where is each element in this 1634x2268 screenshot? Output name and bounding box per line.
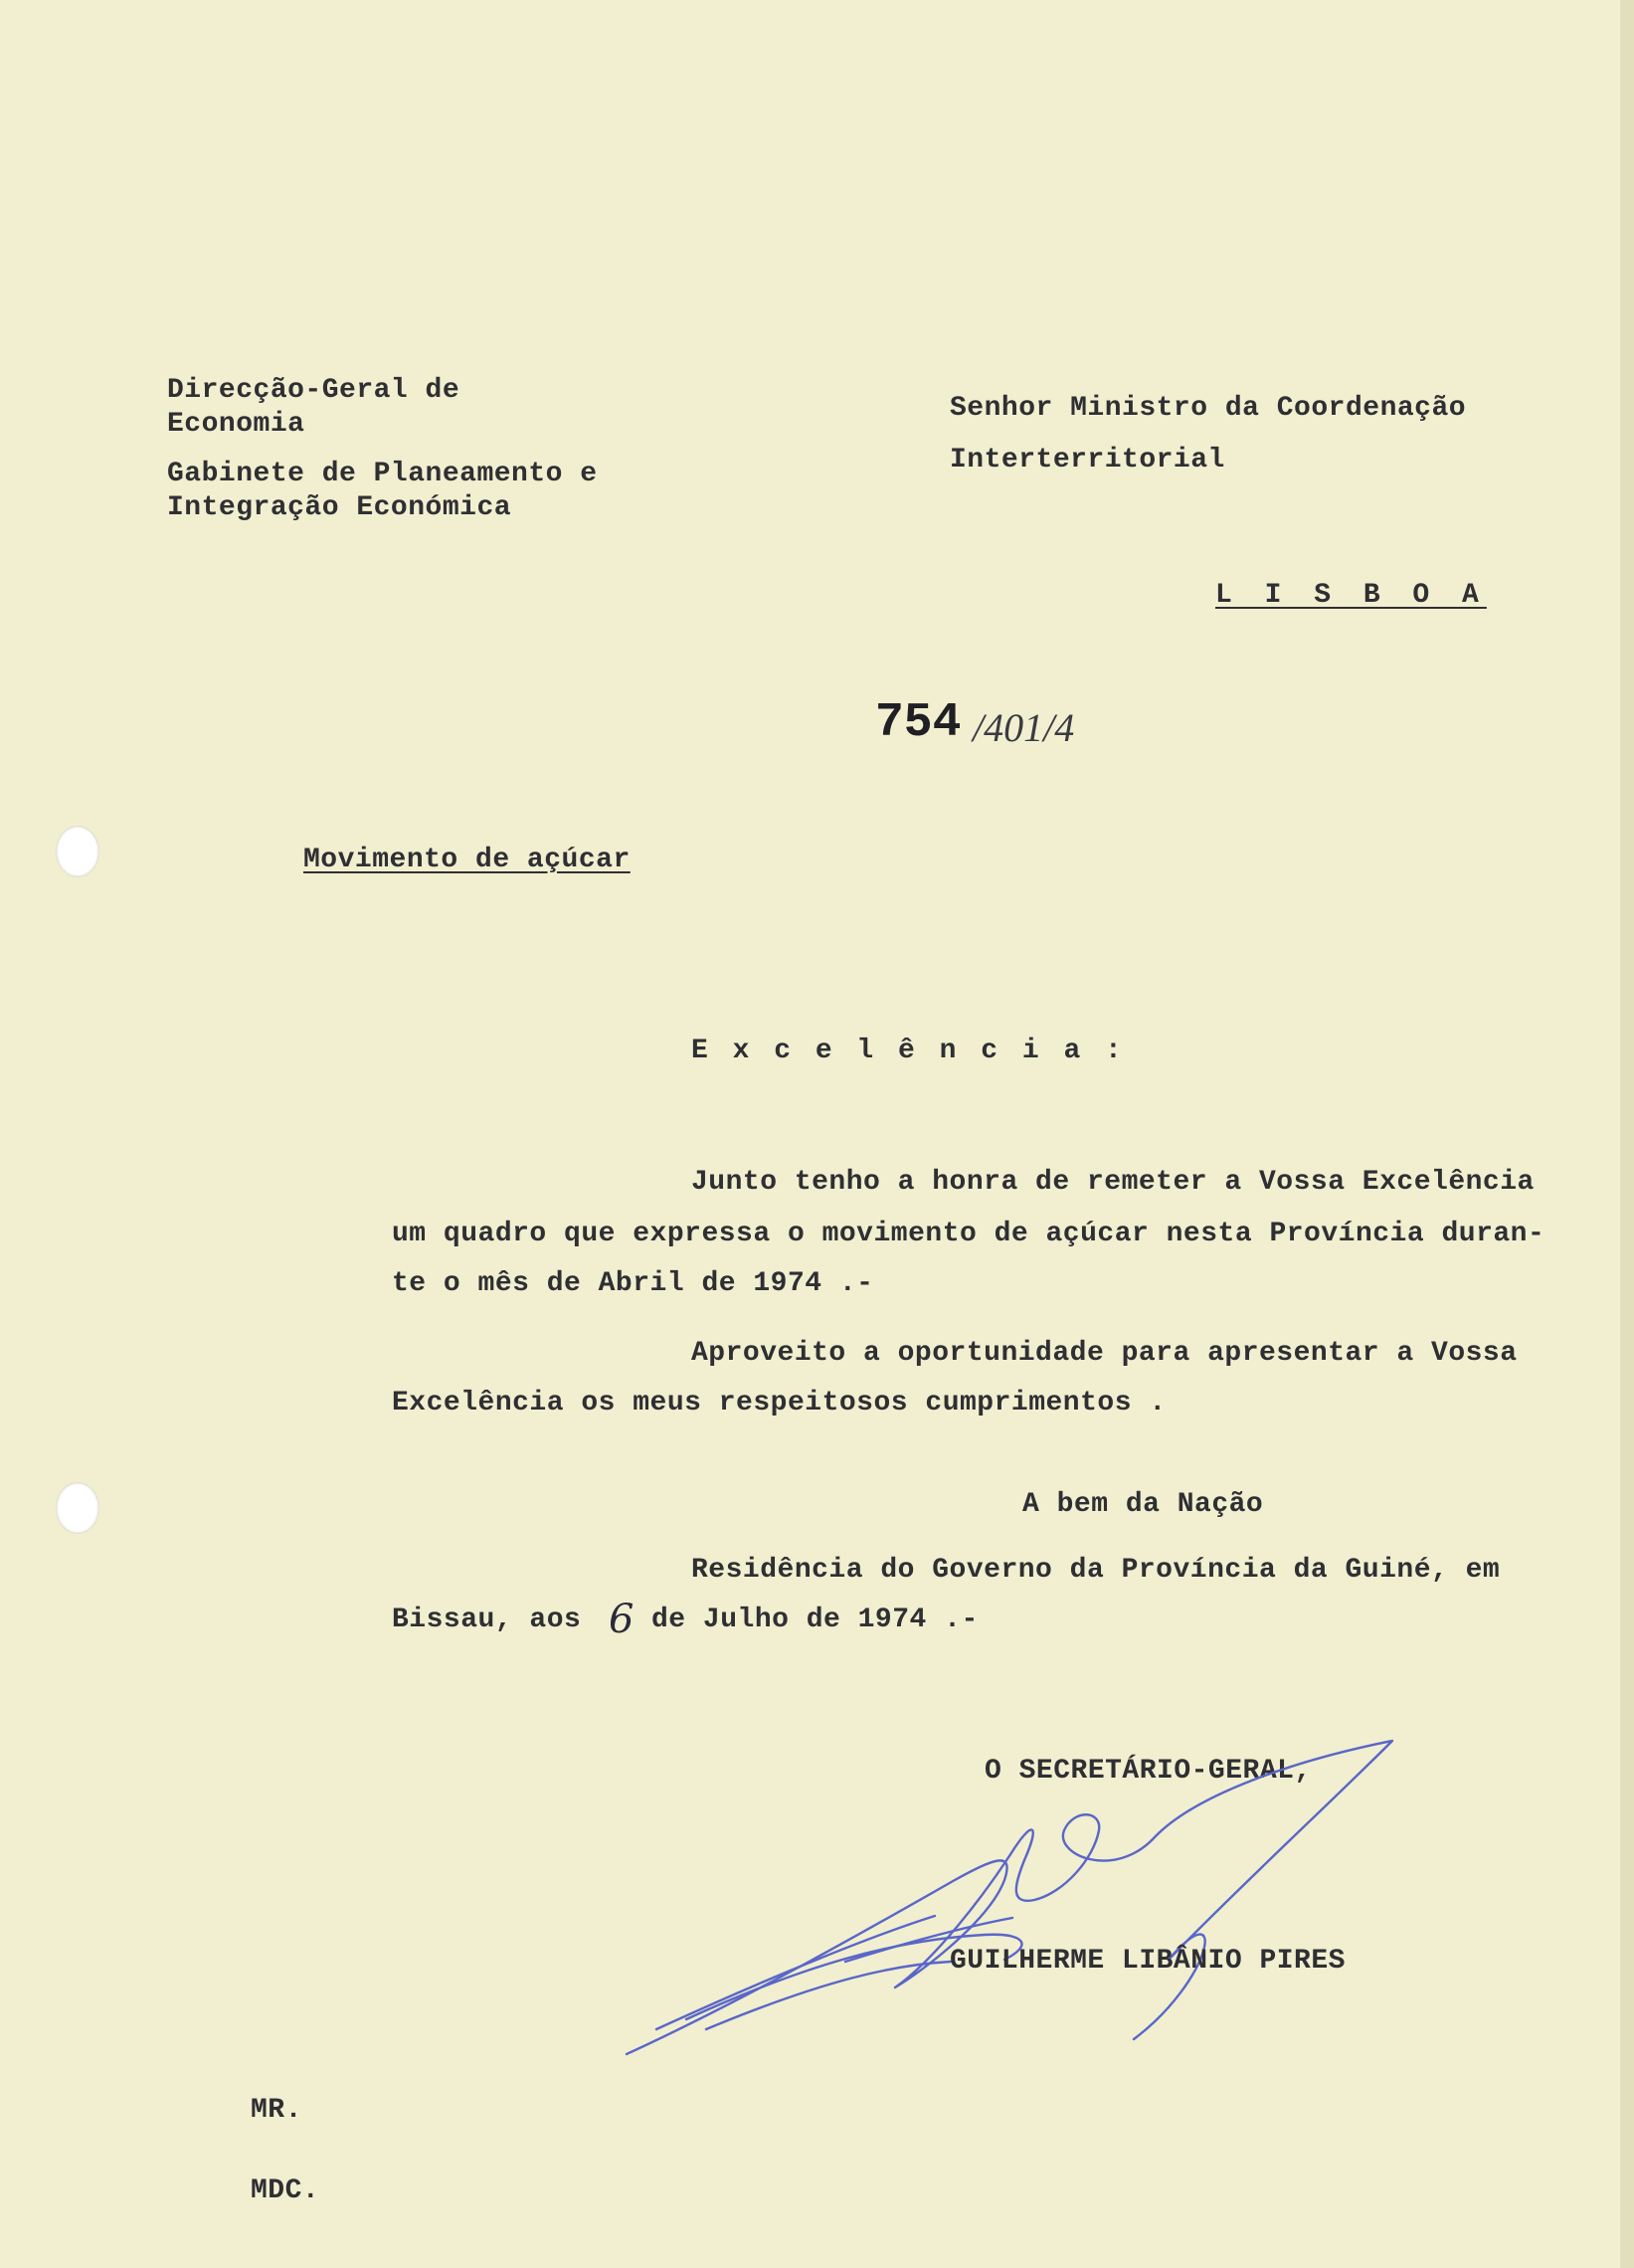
copy-recipient-1: MR.	[251, 2095, 302, 2126]
body-paragraph-2-line-2: Excelência os meus respeitosos cumprimentos .	[392, 1388, 1167, 1418]
body-paragraph-1-line-2: um quadro que expressa o movimento de açúcar nesta Província duran-	[392, 1219, 1545, 1249]
body-paragraph-2-line-1: Aproveito a oportunidade para apresentar a Vossa	[691, 1338, 1518, 1369]
sender-line-3: Gabinete de Planeamento e	[167, 459, 598, 489]
handwritten-day: 6	[609, 1597, 635, 1642]
sender-line-2: Economia	[167, 409, 305, 440]
closing-place-line-2b: de Julho de 1974 .-	[651, 1605, 979, 1635]
reference-suffix: /401/4	[973, 705, 1075, 750]
body-paragraph-1-line-3: te o mês de Abril de 1974 .-	[392, 1268, 874, 1299]
handwritten-signature	[597, 1731, 1492, 2079]
closing-place-line-2a: Bissau, aos	[392, 1605, 582, 1635]
closing-motto: A bem da Nação	[1022, 1489, 1264, 1520]
reference-number: 754	[875, 696, 962, 750]
body-paragraph-1-line-1: Junto tenho a honra de remeter a Vossa Excelência	[691, 1167, 1535, 1198]
salutation: E x c e l ê n c i a :	[691, 1036, 1126, 1066]
closing-place-line-1: Residência do Governo da Província da Guiné, em	[691, 1555, 1501, 1586]
sender-line-1: Direcção-Geral de	[167, 375, 460, 406]
punch-hole-top	[56, 826, 99, 877]
recipient-line-1: Senhor Ministro da Coordenação	[950, 393, 1467, 424]
recipient-city: L I S B O A	[1215, 580, 1487, 611]
subject-line: Movimento de açúcar	[303, 845, 631, 875]
signatory-title: O SECRETÁRIO-GERAL,	[985, 1756, 1312, 1787]
recipient-line-2: Interterritorial	[950, 445, 1225, 475]
sender-line-4: Integração Económica	[167, 492, 512, 523]
copy-recipient-2: MDC.	[251, 2175, 320, 2206]
signatory-name: GUILHERME LIBÂNIO PIRES	[950, 1946, 1346, 1977]
punch-hole-bottom	[56, 1482, 99, 1534]
